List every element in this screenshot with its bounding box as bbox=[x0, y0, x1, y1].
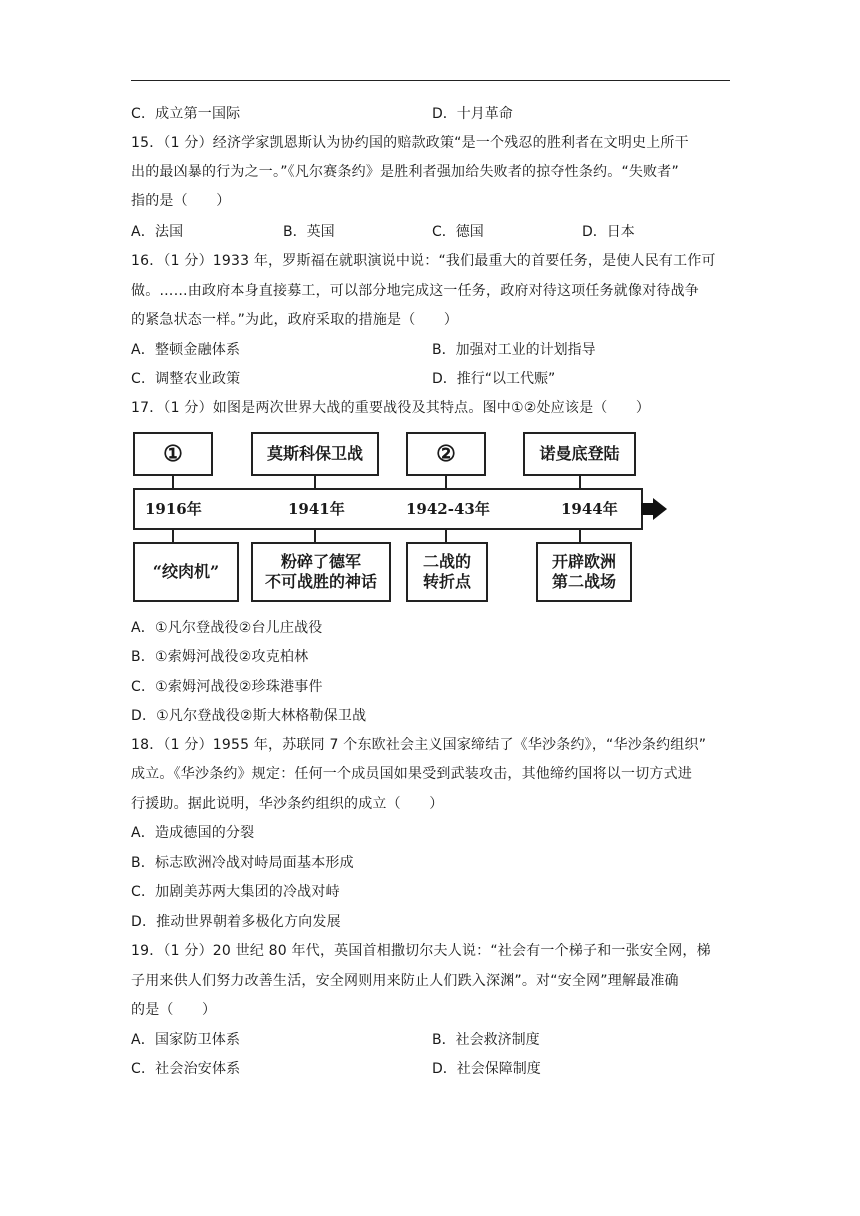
bottom-box-1 bbox=[133, 542, 239, 602]
bottom-box-3-line-1: 二战的 bbox=[422, 552, 471, 571]
q19-option-d[interactable]: D．社会保障制度 bbox=[432, 1061, 541, 1077]
connector-top-2 bbox=[314, 476, 316, 488]
q19-option-a[interactable]: A．国家防卫体系 bbox=[131, 1032, 241, 1048]
q16-option-d[interactable]: D．推行“以工代赈” bbox=[432, 371, 556, 387]
year-label-2: 1941年 bbox=[288, 500, 345, 518]
q15-stem-line-3: 指的是（ ） bbox=[131, 193, 231, 209]
q15-stem-line-2: 出的最凶暴的行为之一。”《凡尔赛条约》是胜利者强加给失败者的掠夺性条约。“失败者” bbox=[131, 164, 679, 180]
top-box-2-label: 莫斯科保卫战 bbox=[266, 444, 363, 463]
top-box-1-label: ① bbox=[163, 441, 183, 467]
q17-stem: 17．（1 分）如图是两次世界大战的重要战役及其特点。图中①②处应该是（ ） bbox=[131, 400, 651, 416]
q18-option-b[interactable]: B．标志欧洲冷战对峙局面基本形成 bbox=[131, 855, 354, 871]
q16-stem-line-2: 做。……由政府本身直接募工，可以部分地完成这一任务，政府对待这项任务就像对待战争 bbox=[131, 283, 699, 299]
q15-option-d[interactable]: D．日本 bbox=[582, 224, 635, 240]
q14-option-d[interactable]: D．十月革命 bbox=[432, 106, 513, 122]
q17-option-d[interactable]: D．①凡尔登战役②斯大林格勒保卫战 bbox=[131, 708, 367, 724]
battles-timeline-diagram bbox=[131, 432, 671, 604]
top-box-3-label: ② bbox=[436, 441, 456, 467]
q18-stem-line-2: 成立。《华沙条约》规定：任何一个成员国如果受到武装攻击，其他缔约国将以一切方式进 bbox=[131, 766, 692, 782]
year-label-4: 1944年 bbox=[561, 500, 618, 518]
bottom-box-4 bbox=[536, 542, 632, 602]
bottom-box-3 bbox=[406, 542, 488, 602]
q17-option-c[interactable]: C．①索姆河战役②珍珠港事件 bbox=[131, 679, 323, 695]
connector-bottom-4 bbox=[579, 530, 581, 542]
bottom-box-2-line-2: 不可战胜的神话 bbox=[264, 572, 377, 591]
q18-option-d[interactable]: D．推动世界朝着多极化方向发展 bbox=[131, 914, 341, 930]
top-box-1 bbox=[133, 432, 213, 476]
year-label-1: 1916年 bbox=[145, 500, 202, 518]
bottom-box-2 bbox=[251, 542, 391, 602]
q18-option-a[interactable]: A．造成德国的分裂 bbox=[131, 825, 255, 841]
q15-option-b[interactable]: B．英国 bbox=[283, 224, 335, 240]
top-box-4-label: 诺曼底登陆 bbox=[539, 444, 620, 463]
top-box-2 bbox=[251, 432, 379, 476]
connector-bottom-1 bbox=[172, 530, 174, 542]
q15-option-a[interactable]: A．法国 bbox=[131, 224, 184, 240]
q19-option-c[interactable]: C．社会治安体系 bbox=[131, 1061, 241, 1077]
year-label-3: 1942-43年 bbox=[406, 500, 490, 518]
connector-bottom-2 bbox=[314, 530, 316, 542]
q16-stem-line-3: 的紧急状态一样。”为此，政府采取的措施是（ ） bbox=[131, 312, 459, 328]
q14-option-c[interactable]: C．成立第一国际 bbox=[131, 106, 241, 122]
bottom-box-3-line-2: 转折点 bbox=[422, 572, 471, 591]
q15-option-c[interactable]: C．德国 bbox=[432, 224, 484, 240]
bottom-box-4-line-1: 开辟欧洲 bbox=[551, 552, 616, 571]
top-box-4 bbox=[523, 432, 636, 476]
q18-stem-line-3: 行援助。据此说明，华沙条约组织的成立（ ） bbox=[131, 796, 444, 812]
q19-stem-line-2: 子用来供人们努力改善生活，安全网则用来防止人们跌入深渊”。对“安全网”理解最准确 bbox=[131, 973, 679, 989]
q17-option-a[interactable]: A．①凡尔登战役②台儿庄战役 bbox=[131, 620, 323, 636]
q18-stem-line-1: 18．（1 分）1955 年，苏联同 7 个东欧社会主义国家缔结了《华沙条约》，“华沙条约组织” bbox=[131, 737, 707, 753]
bottom-box-1-line-1: “绞肉机” bbox=[152, 562, 220, 581]
bottom-box-2-line-1: 粉碎了德军 bbox=[280, 552, 361, 571]
q19-stem-line-3: 的是（ ） bbox=[131, 1002, 217, 1018]
timeline-arrow-icon bbox=[653, 498, 667, 520]
connector-top-1 bbox=[172, 476, 174, 488]
q16-option-a[interactable]: A．整顿金融体系 bbox=[131, 342, 241, 358]
connector-top-3 bbox=[445, 476, 447, 488]
q17-option-b[interactable]: B．①索姆河战役②攻克柏林 bbox=[131, 649, 309, 665]
connector-top-4 bbox=[579, 476, 581, 488]
header-rule bbox=[131, 80, 730, 81]
q16-option-c[interactable]: C．调整农业政策 bbox=[131, 371, 241, 387]
q15-stem-line-1: 15．（1 分）经济学家凯恩斯认为协约国的赔款政策“是一个残忍的胜利者在文明史上所干 bbox=[131, 135, 689, 151]
q19-stem-line-1: 19．（1 分）20 世纪 80 年代，英国首相撒切尔夫人说：“社会有一个梯子和一张安全网，梯 bbox=[131, 943, 711, 959]
connector-bottom-3 bbox=[445, 530, 447, 542]
bottom-box-4-line-2: 第二战场 bbox=[551, 572, 616, 591]
q16-stem-line-1: 16．（1 分）1933 年，罗斯福在就职演说中说：“我们最重大的首要任务，是使人民有工作可 bbox=[131, 253, 716, 269]
top-box-3 bbox=[406, 432, 486, 476]
q16-option-b[interactable]: B．加强对工业的计划指导 bbox=[432, 342, 596, 358]
q18-option-c[interactable]: C．加剧美苏两大集团的冷战对峙 bbox=[131, 884, 340, 900]
q19-option-b[interactable]: B．社会救济制度 bbox=[432, 1032, 540, 1048]
